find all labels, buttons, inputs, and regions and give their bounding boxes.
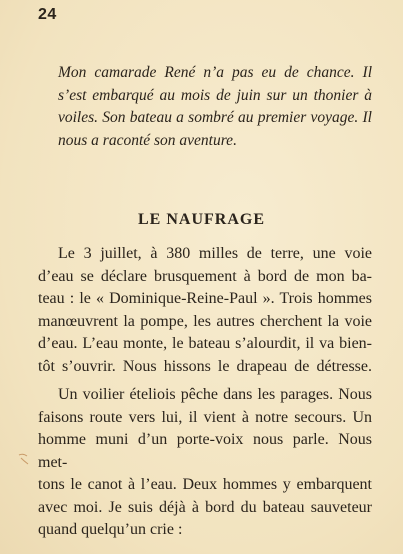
body-line: quand quelqu’un crie : (38, 521, 183, 538)
margin-pencil-mark (18, 452, 30, 466)
intro-line: voiles. Son bateau a sombré au premier voyage. Il (58, 109, 372, 126)
body-paragraph (38, 384, 372, 542)
intro-line: Mon camarade René n’a pas eu de chance. Il (58, 64, 372, 81)
body-line: d’eau se déclare brusquement à bord de mon ba- (38, 267, 372, 285)
body-paragraph (38, 243, 372, 378)
page-number: 24 (38, 6, 57, 23)
pencil-mark-icon (18, 452, 30, 466)
intro-line: s’est embarqué au mois de juin sur un thonier à (58, 86, 372, 104)
chapter-body (38, 243, 372, 548)
body-line: d’eau. L’eau monte, le bateau s’alourdit, il va bien- (38, 335, 372, 352)
body-line: avec moi. Je suis déjà à bord du bateau sauveteur (38, 498, 372, 516)
intro-line: nous a raconté son aventure. (58, 131, 237, 149)
body-line: Un voilier ételiois pêche dans les parages. Nous (58, 386, 372, 403)
body-line: Le 3 juillet, à 380 milles de terre, une voie (58, 245, 372, 262)
intro-paragraph (58, 62, 372, 152)
body-line: teau : le « Dominique-Reine-Paul ». Trois hommes (38, 290, 372, 307)
body-line: faisons route vers lui, il vient à notre secours. Un (38, 408, 372, 426)
body-line: manœuvrent la pompe, les autres cherchent la voie (38, 312, 372, 330)
body-line: homme muni d’un porte-voix nous parle. Nous met- (38, 431, 372, 471)
body-line: tôt s’ouvrir. Nous hissons le drapeau de détresse. (38, 357, 372, 375)
chapter-title: LE NAUFRAGE (137, 211, 265, 228)
body-line: tons le canot à l’eau. Deux hommes y embarquent (38, 476, 372, 493)
